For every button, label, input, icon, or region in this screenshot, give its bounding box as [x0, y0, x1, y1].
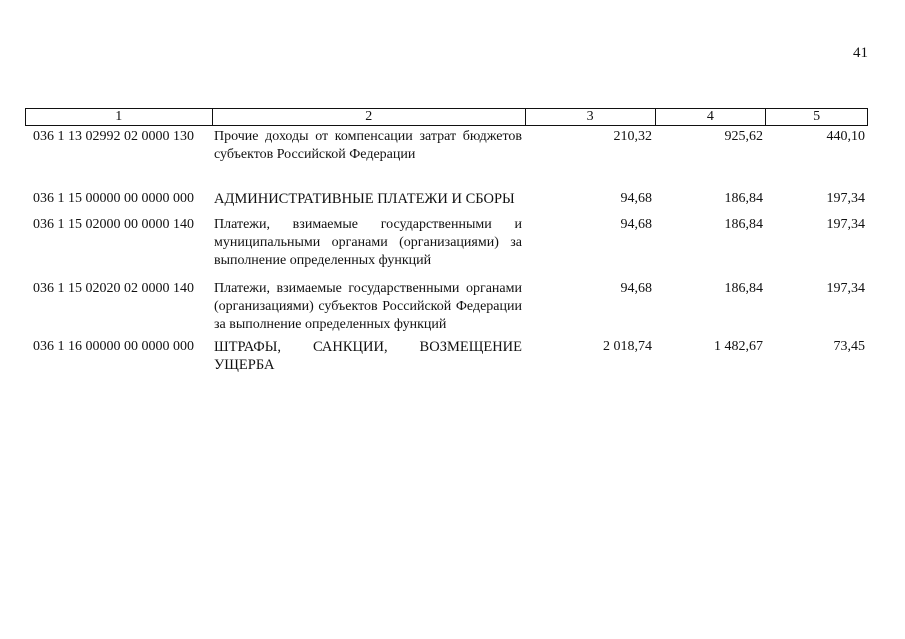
row-name: Платежи, взимаемые государственными и муниципальными органами (организациями) за выполнение определенных функций — [214, 217, 522, 268]
row-value-col4: 186,84 — [724, 281, 763, 296]
table-header-row — [25, 108, 868, 126]
row-value-col3: 2 018,74 — [603, 339, 652, 354]
table-row — [25, 280, 868, 334]
row-value-col3: 210,32 — [613, 129, 652, 144]
row-value-col5: 197,34 — [826, 281, 865, 296]
row-value-col3: 94,68 — [620, 217, 652, 232]
row-value-col5: 440,10 — [826, 129, 865, 144]
row-code: 036 1 16 00000 00 0000 000 — [33, 339, 194, 354]
row-code: 036 1 15 02000 00 0000 140 — [33, 217, 194, 232]
header-cell-4: 4 — [655, 109, 766, 125]
row-value-col4: 186,84 — [724, 217, 763, 232]
row-value-col3: 94,68 — [620, 191, 652, 206]
row-value-col5: 73,45 — [833, 339, 865, 354]
row-value-col5: 197,34 — [826, 217, 865, 232]
row-code: 036 1 15 02020 02 0000 140 — [33, 281, 194, 296]
row-value-col4: 1 482,67 — [714, 339, 763, 354]
row-name: ШТРАФЫ, САНКЦИИ, ВОЗМЕЩЕНИЕ УЩЕРБА — [214, 339, 522, 373]
table-row — [25, 338, 868, 374]
row-name: Прочие доходы от компенсации затрат бюджетов субъектов Российской Федерации — [214, 129, 522, 162]
row-value-col3: 94,68 — [620, 281, 652, 296]
table-row — [25, 128, 868, 164]
table-row — [25, 190, 868, 208]
row-value-col4: 186,84 — [724, 191, 763, 206]
budget-table — [25, 108, 868, 374]
row-name: АДМИНИСТРАТИВНЫЕ ПЛАТЕЖИ И СБОРЫ — [214, 191, 515, 207]
row-value-col5: 197,34 — [826, 191, 865, 206]
header-cell-5: 5 — [765, 109, 867, 125]
header-cell-1: 1 — [115, 109, 123, 124]
row-name: Платежи, взимаемые государственными органами (организациями) субъектов Российской Федерации за выполнение определенных функций — [214, 281, 522, 332]
row-value-col4: 925,62 — [724, 129, 763, 144]
row-code: 036 1 15 00000 00 0000 000 — [33, 191, 194, 206]
header-cell-2: 2 — [212, 109, 525, 125]
table-row — [25, 216, 868, 270]
page-number: 41 — [853, 45, 868, 61]
row-code: 036 1 13 02992 02 0000 130 — [33, 129, 194, 144]
header-cell-3: 3 — [525, 109, 655, 125]
